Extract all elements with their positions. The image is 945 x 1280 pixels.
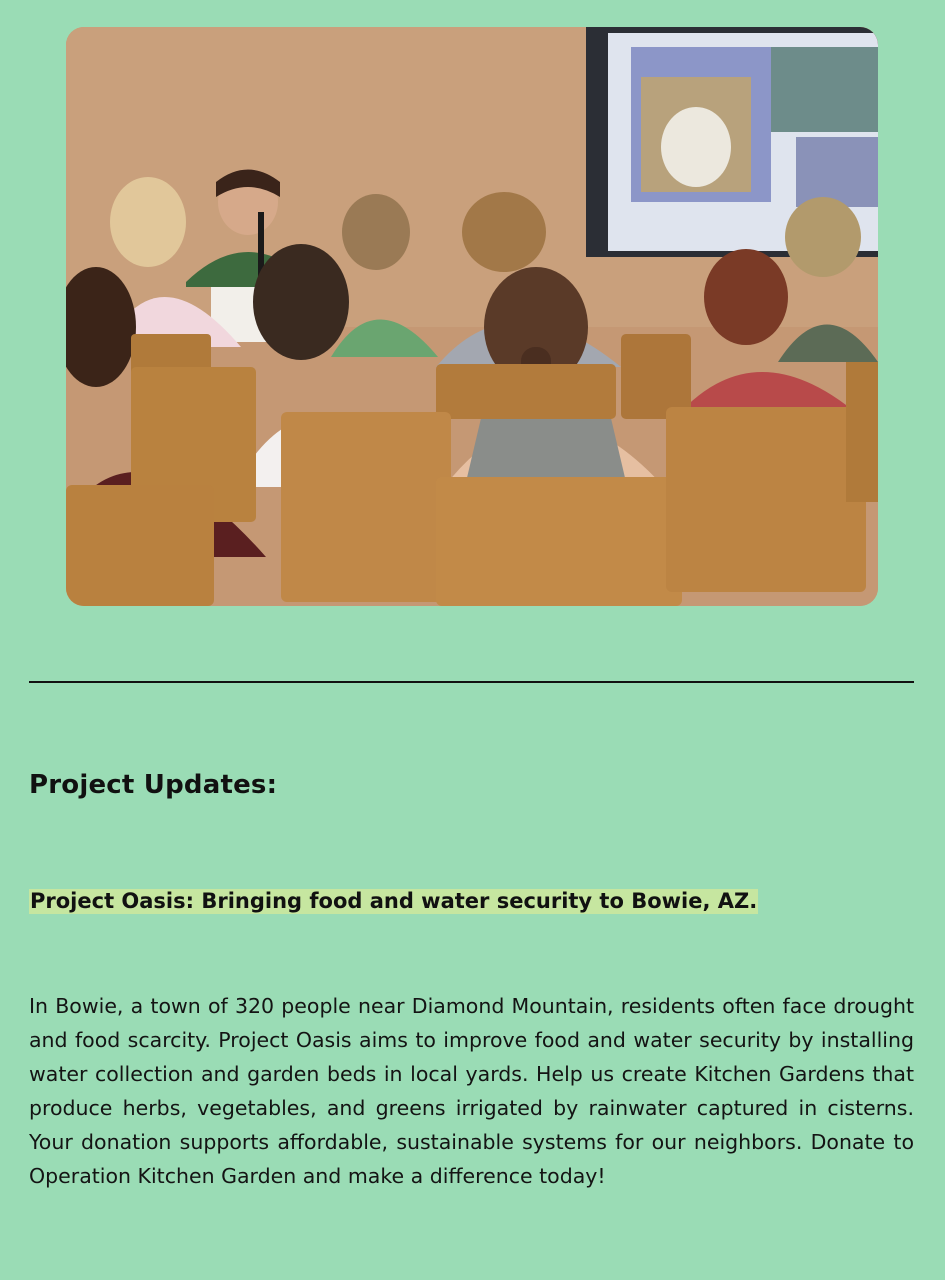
project-title-highlight: Project Oasis: Bringing food and water security to Bowie, AZ. [30,889,758,913]
event-photo [66,27,878,606]
project-title [29,887,758,915]
project-updates-heading: Project Updates: [29,770,278,800]
section-divider [29,681,914,683]
project-description: In Bowie, a town of 320 people near Diamond Mountain, residents often face drought and food scarcity. Project Oasis aims to improve food and water security by installing water collection and garden beds in local yards. Help us create Kitchen Gardens that produce herbs, vegetables, and greens irrigated by rainwater captured in cisterns. Your donation supports affordable, sustainable systems for our neighbors. Donate to Operation Kitchen Garden and make a difference today! [29,994,914,1188]
event-photo-illustration [66,27,878,606]
